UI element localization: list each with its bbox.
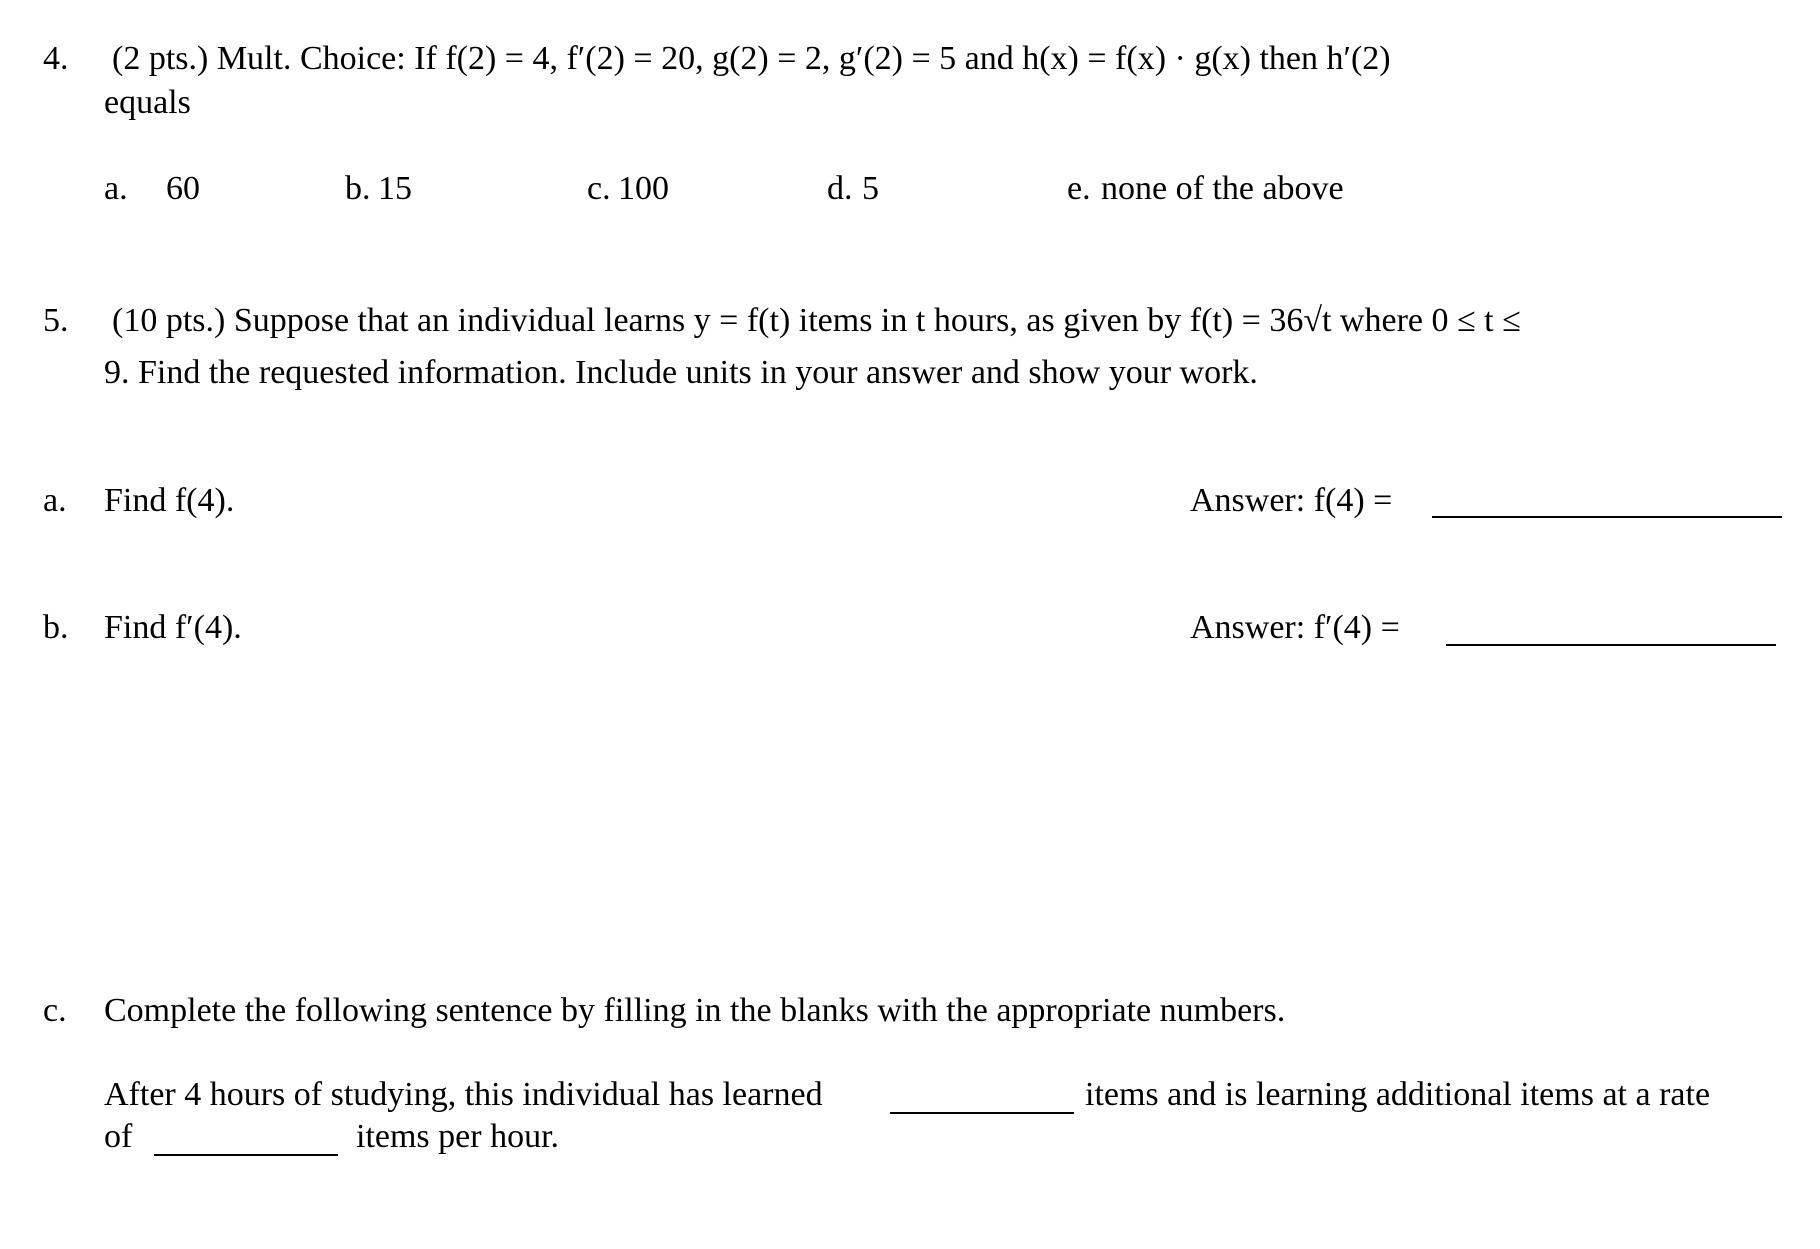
learning-rate-blank[interactable] (154, 1154, 338, 1156)
q4-number: 4. (43, 40, 69, 77)
choice-b-value: 15 (378, 170, 412, 207)
part-c-letter: c. (43, 992, 67, 1029)
part-b-letter: b. (43, 609, 69, 646)
sentence-mid: items and is learning additional items at a rate (1085, 1076, 1711, 1113)
q5-prompt-line1: (10 pts.) Suppose that an individual learns y = f(t) items in t hours, as given by f(t) = 36√t where 0 ≤ t ≤ (112, 302, 1521, 339)
part-a-letter: a. (43, 482, 67, 519)
choice-e-value: none of the above (1101, 170, 1344, 207)
q4-prompt-line1: (2 pts.) Mult. Choice: If f(2) = 4, f′(2) = 20, g(2) = 2, g′(2) = 5 and h(x) = f(x) · g(x) then h′(2) (112, 40, 1391, 77)
part-b-answer-label: Answer: f′(4) = (1190, 609, 1400, 646)
part-a-answer-blank[interactable] (1432, 516, 1782, 518)
items-learned-blank[interactable] (890, 1112, 1074, 1114)
choice-c-letter: c. (587, 170, 611, 207)
choice-e-letter: e. (1067, 170, 1091, 207)
sentence-end: items per hour. (356, 1118, 560, 1155)
part-c-text: Complete the following sentence by filling in the blanks with the appropriate numbers. (104, 992, 1286, 1029)
part-a-text: Find f(4). (104, 482, 235, 519)
sentence-of: of (104, 1118, 133, 1155)
sentence-start: After 4 hours of studying, this individual has learned (104, 1076, 823, 1113)
choice-a-letter: a. (104, 170, 128, 207)
q5-number: 5. (43, 302, 69, 339)
choice-d-value: 5 (862, 170, 879, 207)
part-a-answer-label: Answer: f(4) = (1190, 482, 1393, 519)
q4-prompt-line2: equals (104, 84, 191, 121)
choice-d-letter: d. (827, 170, 853, 207)
part-b-answer-blank[interactable] (1446, 644, 1776, 646)
choice-c-value: 100 (618, 170, 669, 207)
choice-a-value: 60 (166, 170, 200, 207)
part-b-text: Find f′(4). (104, 609, 242, 646)
choice-b-letter: b. (345, 170, 371, 207)
q5-prompt-line2: 9. Find the requested information. Include units in your answer and show your work. (104, 354, 1258, 391)
